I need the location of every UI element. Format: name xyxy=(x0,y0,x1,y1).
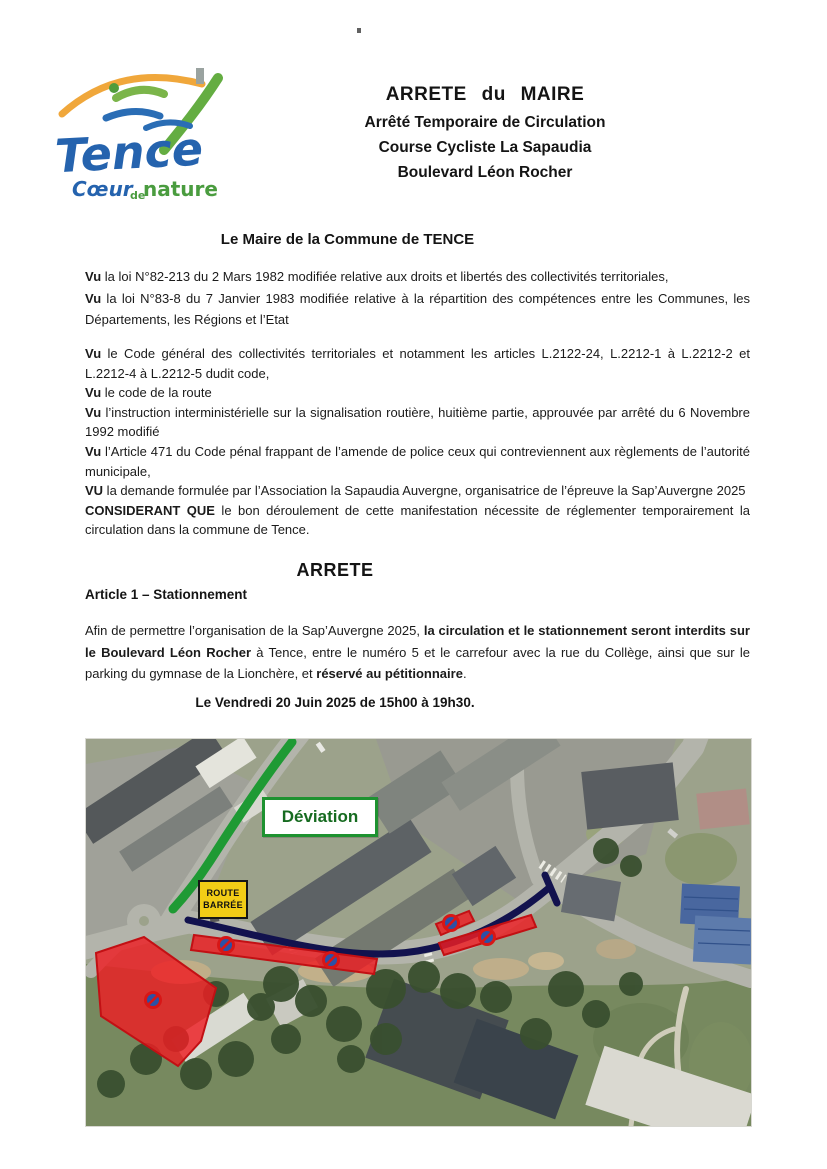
article1-paragraph: Afin de permettre l’organisation de la Sap’Auvergne 2025, la circulation et le stationnement seront interdits sur le Boulevard Léon Rocher à Tence, entre le numéro 5 et le carrefour avec la rue du Collège, ainsi que sur le parking du gymnase de la Lionchère, et réservé au pétitionnaire. xyxy=(85,623,750,682)
no-parking-icon xyxy=(444,916,459,931)
arrete-heading: ARRETE xyxy=(296,560,374,580)
document-subtitle-1: Arrêté Temporaire de Circulation xyxy=(364,114,606,131)
vu-paragraphs-1 xyxy=(85,266,750,331)
maire-heading: Le Maire de la Commune de TENCE xyxy=(220,231,475,248)
deviation-label: Déviation xyxy=(262,797,378,837)
body-paragraph: Vu la loi N°82-213 du 2 Mars 1982 modifiée relative aux droits et libertés des collectivités territoriales, xyxy=(85,269,669,284)
aerial-map-graphic xyxy=(86,739,751,1126)
document-title: ARRETE du MAIRE xyxy=(385,84,585,105)
route-barree-line-1: ROUTE xyxy=(206,888,240,899)
logo-nature-text: nature xyxy=(143,177,218,201)
vu-paragraphs-2 xyxy=(85,344,750,540)
body-paragraph: Vu le code de la route xyxy=(85,385,212,401)
body-paragraph: Vu la loi N°83-8 du 7 Janvier 1983 modifiée relative à la répartition des compétences entre les Communes, les Départements, les Régions et l’Etat xyxy=(85,290,750,327)
no-parking-icon xyxy=(146,993,161,1008)
logo-green-dot xyxy=(109,83,119,93)
logo-blue-wave-1 xyxy=(106,111,160,118)
no-parking-icon xyxy=(219,938,234,953)
date-line: Le Vendredi 20 Juin 2025 de 15h00 à 19h30. xyxy=(195,695,475,710)
logo-coeur-text: Cœur xyxy=(72,177,133,201)
tence-logo-graphic xyxy=(50,56,240,201)
body-paragraph: Vu l’instruction interministérielle sur la signalisation routière, huitième partie, approuvée par arrêté du 6 Novembre 1992 modifié xyxy=(85,404,750,440)
no-parking-icon xyxy=(480,930,495,945)
logo-de-text: de xyxy=(130,189,146,201)
route-barree-sign xyxy=(198,880,248,919)
article1-heading: Article 1 – Stationnement xyxy=(85,587,248,602)
title-block xyxy=(330,84,640,185)
aerial-closure-map xyxy=(85,738,752,1127)
logo-village-mark xyxy=(196,68,204,84)
route-barree-line-2: BARRÉE xyxy=(203,899,243,910)
body-paragraph: Vu l’Article 471 du Code pénal frappant de l’amende de police ceux qui contreviennent aux règlements de l’autorité municipale, xyxy=(85,443,750,479)
logo-green-hill xyxy=(116,90,164,98)
document-subtitle-3: Boulevard Léon Rocher xyxy=(397,164,573,181)
document-subtitle-2: Course Cycliste La Sapaudia xyxy=(378,139,592,156)
logo-name-text: Tence xyxy=(53,121,205,184)
map-roundabout-center xyxy=(139,916,149,926)
body-paragraph: Vu le Code général des collectivités territoriales et notamment les articles L.2122-24, L.2212-1 à L.2212-2 et L.2212-4 à L.2212-5 dudit code, xyxy=(85,346,750,381)
tence-logo xyxy=(50,56,240,201)
no-parking-icon xyxy=(324,953,339,968)
body-paragraph: VU la demande formulée par l’Association la Sapaudia Auvergne, organisatrice de l’épreuve la Sap’Auvergne 2025 xyxy=(85,483,746,499)
scan-artifact-dot xyxy=(357,28,361,33)
body-paragraph: CONSIDERANT QUE le bon déroulement de cette manifestation nécessite de réglementer temporairement la circulation dans la commune de Tence. xyxy=(85,502,750,538)
